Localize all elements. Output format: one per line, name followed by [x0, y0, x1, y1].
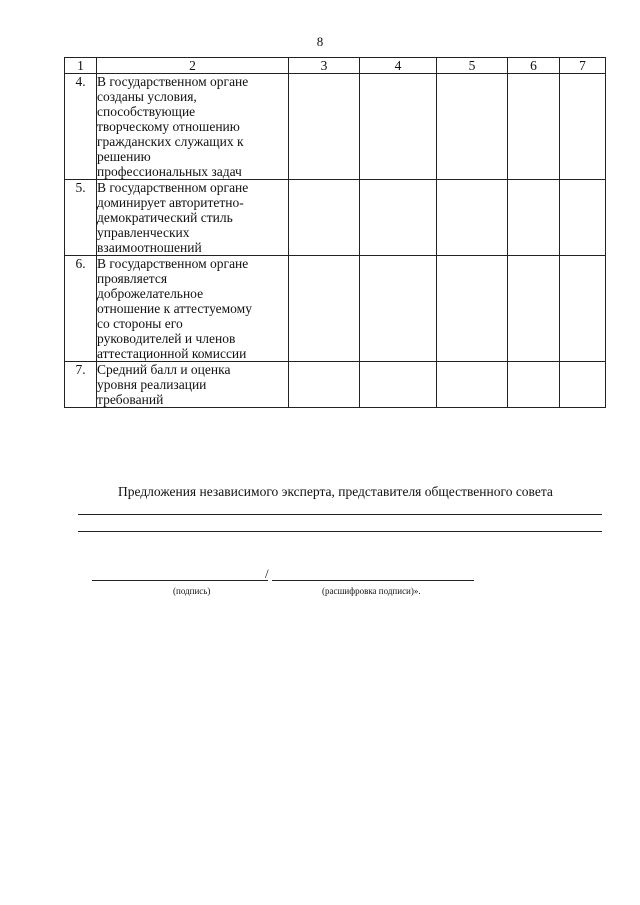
- score-cell: [289, 74, 360, 180]
- criterion-line: аттестационной комиссии: [97, 346, 247, 361]
- score-cell: [289, 180, 360, 256]
- column-header: 7: [560, 58, 606, 74]
- criterion-text: [97, 362, 289, 408]
- criterion-line: взаимоотношений: [97, 240, 202, 255]
- score-cell: [560, 74, 606, 180]
- criterion-line: проявляется: [97, 271, 168, 286]
- criterion-line: профессиональных задач: [97, 164, 242, 179]
- criterion-line: требований: [97, 392, 164, 407]
- table-header-row: [65, 58, 606, 74]
- criterion-line: гражданских служащих к: [97, 134, 244, 149]
- row-number: 7.: [65, 362, 97, 408]
- column-header: 5: [437, 58, 508, 74]
- signature-decoding-line: [272, 580, 474, 581]
- score-cell: [360, 180, 437, 256]
- signature-slash: /: [265, 566, 269, 581]
- score-cell: [289, 362, 360, 408]
- criterion-line: способствующие: [97, 104, 196, 119]
- score-cell: [360, 362, 437, 408]
- score-cell: [560, 256, 606, 362]
- row-number: 4.: [65, 74, 97, 180]
- score-cell: [508, 256, 560, 362]
- table-row: [65, 256, 606, 362]
- criterion-line: со стороны его: [97, 316, 183, 331]
- criterion-line: В государственном органе: [97, 256, 249, 271]
- criterion-line: доброжелательное: [97, 286, 204, 301]
- criterion-line: отношение к аттестуемому: [97, 301, 252, 316]
- criterion-line: созданы условия,: [97, 89, 197, 104]
- criterion-text: [97, 74, 289, 180]
- column-header: 6: [508, 58, 560, 74]
- criterion-line: решению: [97, 149, 151, 164]
- table-row: [65, 362, 606, 408]
- score-cell: [360, 74, 437, 180]
- score-cell: [437, 74, 508, 180]
- table-row: [65, 74, 606, 180]
- score-cell: [508, 74, 560, 180]
- criterion-line: В государственном органе: [97, 180, 249, 195]
- criterion-line: управленческих: [97, 225, 190, 240]
- column-header: 4: [360, 58, 437, 74]
- table-row: [65, 180, 606, 256]
- criterion-line: уровня реализации: [97, 377, 207, 392]
- criterion-line: Средний балл и оценка: [97, 362, 231, 377]
- criterion-line: демократический стиль: [97, 210, 233, 225]
- proposal-blank-line: [78, 514, 602, 515]
- criterion-text: [97, 180, 289, 256]
- proposal-label: Предложения независимого эксперта, представителя общественного совета: [118, 484, 553, 499]
- assessment-table: [64, 57, 606, 408]
- column-header: 1: [65, 58, 97, 74]
- score-cell: [508, 180, 560, 256]
- criterion-line: В государственном органе: [97, 74, 249, 89]
- criterion-text: [97, 256, 289, 362]
- page-number: 8: [316, 34, 324, 49]
- score-cell: [437, 362, 508, 408]
- row-number: 5.: [65, 180, 97, 256]
- signature-line: [92, 580, 268, 581]
- column-header: 2: [97, 58, 289, 74]
- criterion-line: доминирует авторитетно-: [97, 195, 244, 210]
- score-cell: [560, 180, 606, 256]
- criterion-line: творческому отношению: [97, 119, 240, 134]
- row-number: 6.: [65, 256, 97, 362]
- score-cell: [360, 256, 437, 362]
- column-header: 3: [289, 58, 360, 74]
- score-cell: [289, 256, 360, 362]
- signature-decoding-caption: (расшифровка подписи)».: [322, 586, 421, 596]
- score-cell: [437, 180, 508, 256]
- proposal-blank-line: [78, 531, 602, 532]
- score-cell: [560, 362, 606, 408]
- signature-caption: (подпись): [173, 586, 211, 596]
- score-cell: [508, 362, 560, 408]
- score-cell: [437, 256, 508, 362]
- criterion-line: руководителей и членов: [97, 331, 236, 346]
